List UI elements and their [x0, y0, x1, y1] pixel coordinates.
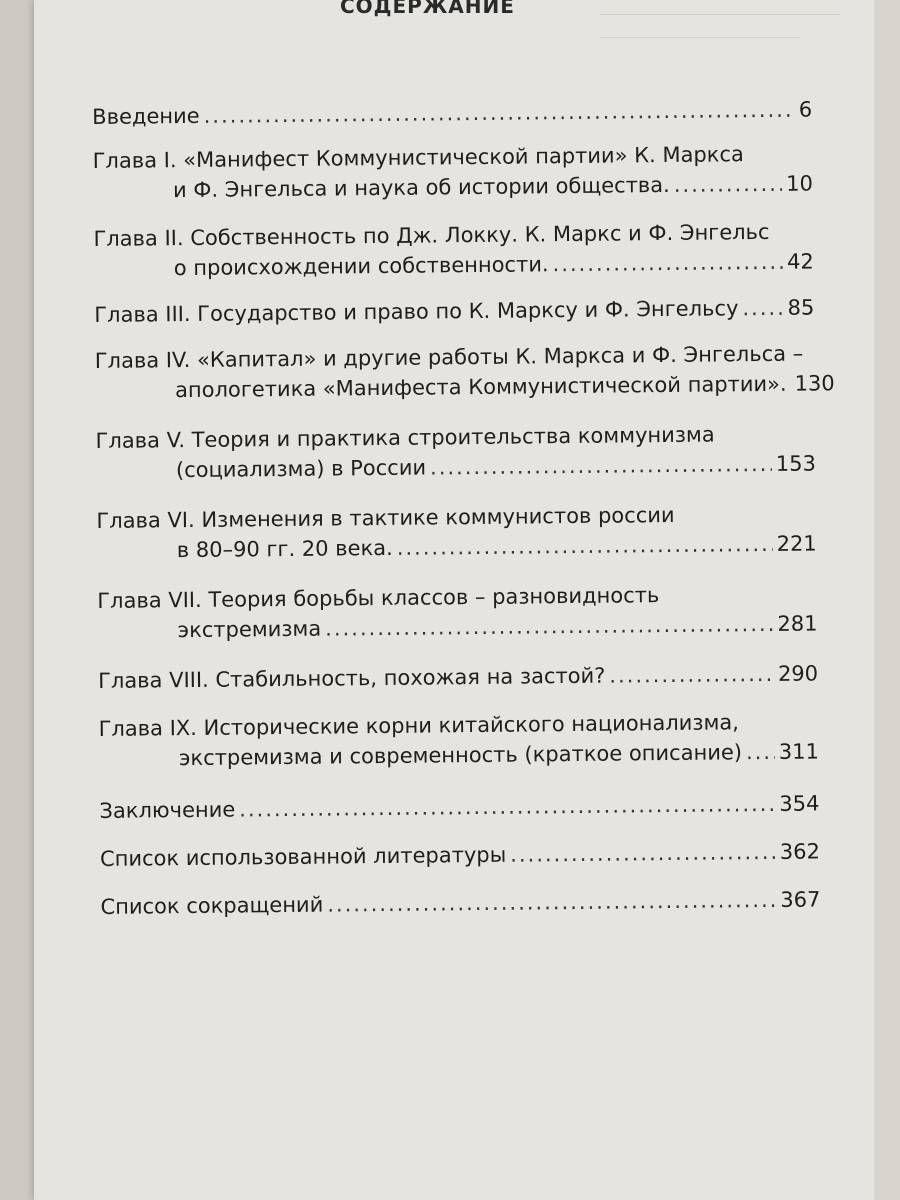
page-number: 153 — [775, 451, 817, 476]
entry-title: Список использованной литературы — [99, 842, 507, 871]
entry-title: Глава III. Государство и право по К. Марксу и Ф. Энгельсу — [94, 296, 739, 327]
page-number: 354 — [779, 791, 820, 816]
entry-title-continued: экстремизма и современность (краткое описание) — [178, 740, 743, 771]
leader-dots — [674, 169, 783, 200]
page-number: 362 — [779, 839, 821, 864]
leader-dots — [609, 659, 774, 691]
toc-entry-chapter-1[interactable] — [93, 138, 814, 206]
page-edge — [874, 0, 900, 1200]
entry-title: Глава IV. «Капитал» и другие работы К. Маркса и Ф. Энгельса – — [94, 341, 804, 373]
entry-title: Глава IX. Исторические корни китайского национализма, — [98, 710, 740, 741]
leader-dots — [239, 789, 775, 825]
entry-title: Глава VIII. Стабильность, похожая на застой? — [98, 663, 606, 693]
page-number: 6 — [798, 97, 813, 122]
entry-title-continued: и Ф. Энгельса и наука об истории общества. — [172, 172, 670, 203]
entry-title: Глава VII. Теория борьбы классов – разновидность — [97, 583, 660, 613]
toc-heading: СОДЕРЖАНИЕ — [340, 0, 515, 18]
entry-title-continued: в 80–90 гг. 20 века. — [176, 535, 393, 563]
entry-title-continued: апологетика «Манифеста Коммунистической партии». — [174, 371, 787, 403]
toc-entry-chapter-9[interactable] — [98, 706, 819, 774]
toc-entry-chapter-5[interactable] — [95, 418, 816, 486]
entry-title: Заключение — [99, 797, 236, 823]
toc-entry-chapter-2[interactable] — [93, 216, 814, 284]
leader-dots — [746, 737, 775, 767]
entry-title-continued: о происхождении собственности. — [173, 252, 549, 281]
page-number: 85 — [787, 295, 815, 320]
leader-dots — [397, 529, 773, 563]
page-number: 290 — [777, 661, 819, 686]
entry-title: Глава V. Теория и практика строительства коммунизма — [95, 422, 715, 453]
entry-title-continued: экстремизма — [177, 616, 322, 643]
leader-dots — [327, 885, 776, 920]
entry-title: Глава I. «Манифест Коммунистической партии» К. Маркса — [92, 142, 744, 173]
entry-title: Глава II. Собственность по Дж. Локку. К. Маркс и Ф. Энгельс — [93, 219, 770, 251]
entry-title: Глава VI. Изменения в тактике коммунистов россии — [96, 502, 675, 533]
leader-dots — [552, 247, 783, 279]
toc-entry-chapter-6[interactable] — [96, 498, 817, 566]
entry-title: Список сокращений — [100, 892, 324, 919]
leader-dots — [510, 837, 776, 870]
entry-title-continued: (социализма) в России — [175, 455, 427, 483]
leader-dots — [325, 609, 774, 644]
toc-entry-chapter-7[interactable] — [97, 578, 818, 646]
page-number: 281 — [777, 611, 818, 636]
page-number: 221 — [776, 531, 817, 556]
leader-dots — [742, 293, 783, 323]
leader-dots — [204, 95, 795, 131]
page-number: 367 — [780, 887, 821, 912]
page-number: 10 — [786, 171, 814, 196]
page-number: 311 — [778, 739, 820, 764]
entry-title: Введение — [92, 103, 200, 129]
leader-dots — [430, 449, 772, 483]
page-number: 42 — [786, 249, 814, 274]
bleed-through-text — [600, 4, 860, 64]
toc-entry-chapter-4[interactable] — [94, 338, 835, 406]
page-number: 130 — [794, 371, 835, 396]
